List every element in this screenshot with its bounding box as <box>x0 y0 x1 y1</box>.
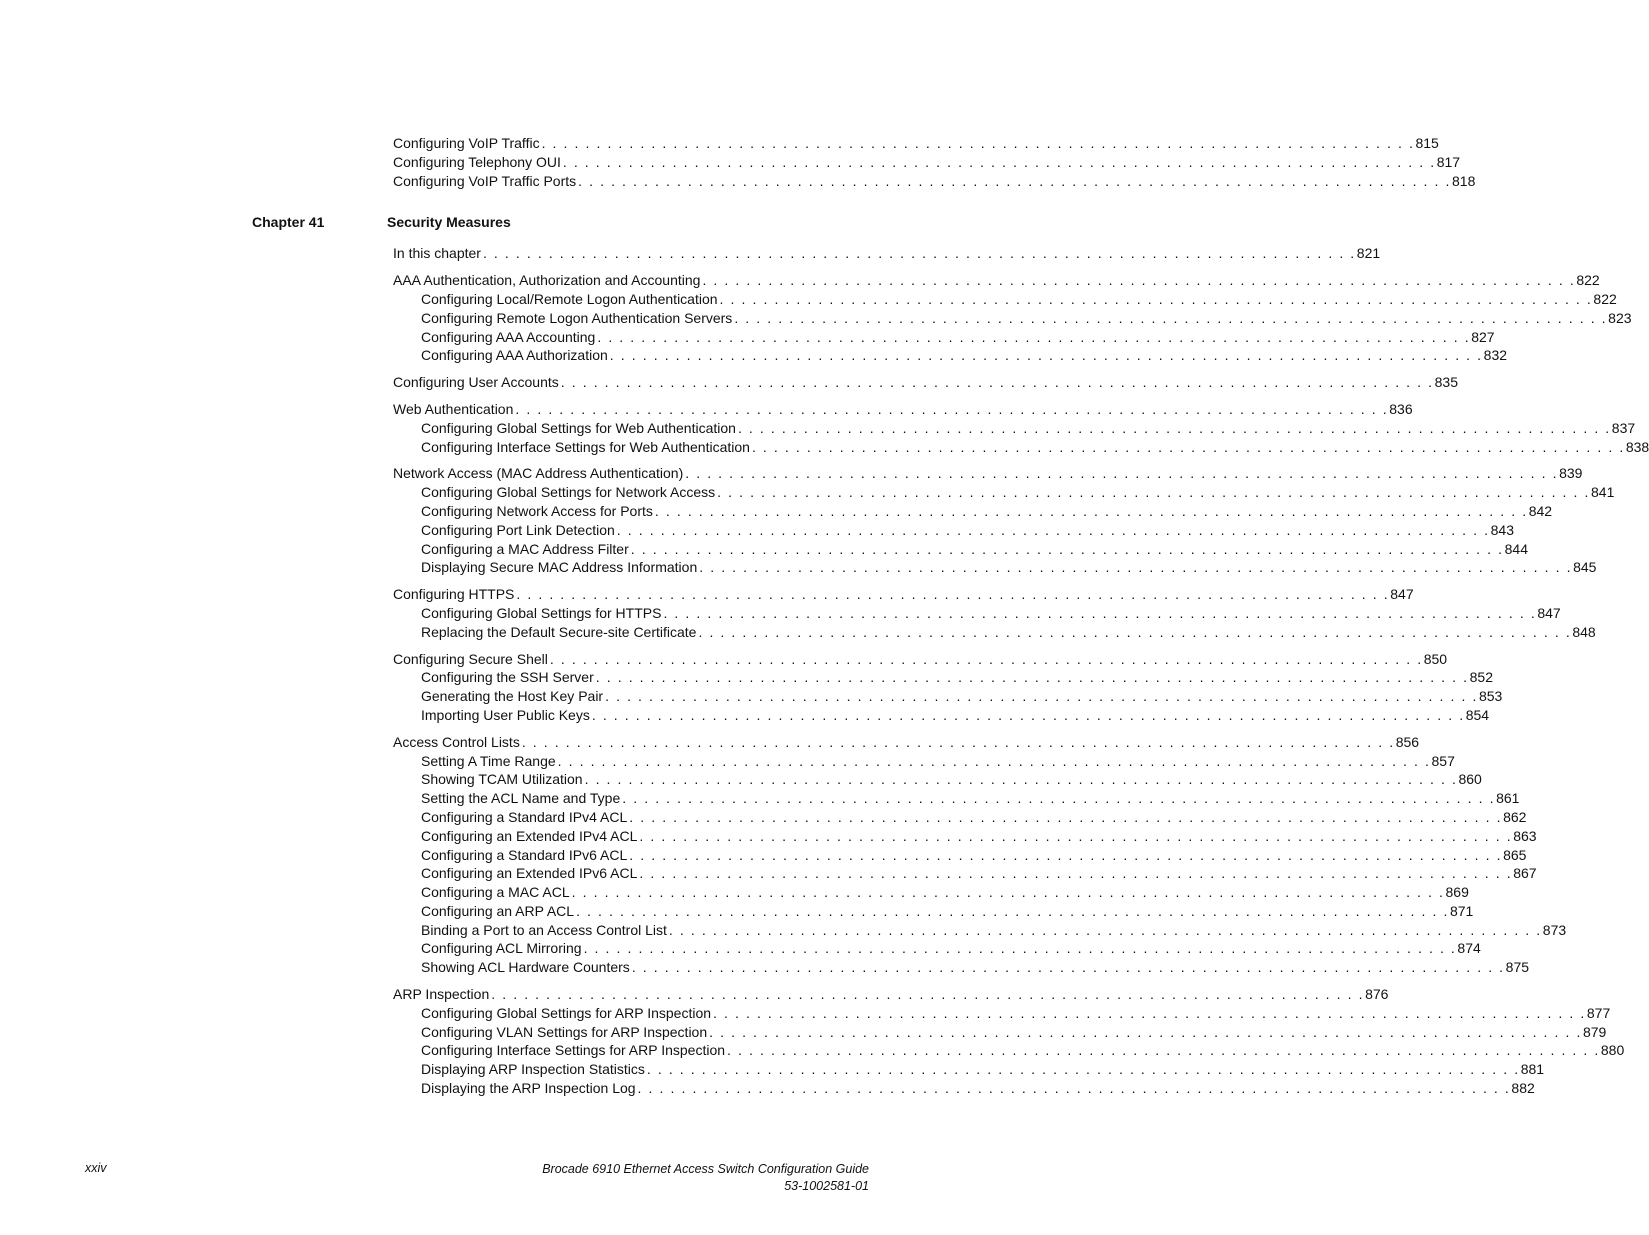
toc-entry-page: 876 <box>1365 986 1389 1003</box>
toc-entry-title: Configuring AAA Accounting <box>421 328 596 345</box>
toc-entry-page: 877 <box>1586 1004 1611 1021</box>
toc-entry[interactable] <box>393 271 1600 290</box>
footer-page-number: xxiv <box>85 1161 107 1175</box>
toc-dot-leader: . . . . . . . . . . . . . . . . . . . . . . . . . . . . . . . . . . . . . . . . . . . . . . . . . . . . . . . . . . . . . . . . . . . . . . . . . . . . . . . . <box>576 902 1449 919</box>
toc-entry[interactable] <box>393 464 1583 483</box>
toc-dot-leader: . . . . . . . . . . . . . . . . . . . . . . . . . . . . . . . . . . . . . . . . . . . . . . . . . . . . . . . . . . . . . . . . . . . . . . . . . . . . . . . . <box>549 650 1423 667</box>
toc-dot-leader: . . . . . . . . . . . . . . . . . . . . . . . . . . . . . . . . . . . . . . . . . . . . . . . . . . . . . . . . . . . . . . . . . . . . . . . . . . . . . . . . <box>491 986 1365 1003</box>
toc-entry-page: 856 <box>1395 733 1420 750</box>
toc-entry-page: 818 <box>1452 172 1476 189</box>
toc-entry-page: 832 <box>1483 347 1508 364</box>
toc-entry-title: Binding a Port to an Access Control List <box>421 921 667 938</box>
toc-dot-leader: . . . . . . . . . . . . . . . . . . . . . . . . . . . . . . . . . . . . . . . . . . . . . . . . . . . . . . . . . . . . . . . . . . . . . . . . . . . . . . . . <box>727 1042 1600 1059</box>
toc-entry-title: Setting A Time Range <box>421 752 556 769</box>
toc-entry-title: Configuring Secure Shell <box>393 650 548 667</box>
toc-entry-title: AAA Authentication, Authorization and Accounting <box>393 272 701 289</box>
toc-entry-title: Web Authentication <box>393 400 514 417</box>
toc-group <box>393 985 1625 1098</box>
toc-entry-page: 844 <box>1504 540 1528 557</box>
toc-entry-title: Generating the Host Key Pair <box>421 688 604 705</box>
footer-guide-title: Brocade 6910 Ethernet Access Switch Configuration Guide <box>542 1162 869 1176</box>
toc-dot-leader: . . . . . . . . . . . . . . . . . . . . . . . . . . . . . . . . . . . . . . . . . . . . . . . . . . . . . . . . . . . . . . . . . . . . . . . . . . . . . . . . <box>591 706 1465 723</box>
toc-subentry[interactable] <box>393 706 1490 725</box>
toc-group <box>393 244 1381 263</box>
toc-entry[interactable] <box>393 733 1420 752</box>
toc-dot-leader: . . . . . . . . . . . . . . . . . . . . . . . . . . . . . . . . . . . . . . . . . . . . . . . . . . . . . . . . . . . . . . . . . . . . . . . . . . . . . . . . <box>654 502 1528 519</box>
toc-entry-title: Access Control Lists <box>393 733 520 750</box>
toc-dot-leader: . . . . . . . . . . . . . . . . . . . . . . . . . . . . . . . . . . . . . . . . . . . . . . . . . . . . . . . . . . . . . . . . . . . . . . . . . . . . . . . . <box>668 921 1542 938</box>
toc-entry-title: Configuring VoIP Traffic <box>393 135 540 151</box>
toc-entry-page: 882 <box>1511 1080 1535 1097</box>
toc-entry-title: Configuring the SSH Server <box>421 669 594 686</box>
toc-entry-title: ARP Inspection <box>393 986 490 1003</box>
toc-entry-title: Setting the ACL Name and Type <box>421 790 621 807</box>
toc-entry-page: 854 <box>1465 706 1490 723</box>
toc-subentry[interactable] <box>393 521 1514 540</box>
toc-entry-page: 865 <box>1503 846 1527 863</box>
toc-dot-leader: . . . . . . . . . . . . . . . . . . . . . . . . . . . . . . . . . . . . . . . . . . . . . . . . . . . . . . . . . . . . . . . . . . . . . . . . . . . . . . . . <box>713 1004 1586 1021</box>
toc-entry-page: 835 <box>1434 374 1458 391</box>
toc-subentry[interactable] <box>393 846 1527 865</box>
toc-subentry[interactable] <box>393 668 1493 687</box>
toc-entry-title: Configuring a Standard IPv4 ACL <box>421 808 628 825</box>
toc-dot-leader: . . . . . . . . . . . . . . . . . . . . . . . . . . . . . . . . . . . . . . . . . . . . . . . . . . . . . . . . . . . . . . . . . . . . . . . . . . . . . . . . <box>734 309 1608 326</box>
toc-dot-leader: . . . . . . . . . . . . . . . . . . . . . . . . . . . . . . . . . . . . . . . . . . . . . . . . . . . . . . . . . . . . . . . . . . . . . . . . . . . . . . . . <box>521 733 1395 750</box>
chapter-title: Security Measures <box>387 214 511 231</box>
toc-entry-page: 848 <box>1572 623 1596 640</box>
toc-subentry[interactable] <box>393 827 1537 846</box>
toc-group-before <box>393 134 1476 190</box>
toc-entry-page: 867 <box>1513 865 1537 882</box>
toc-entry[interactable] <box>393 400 1413 419</box>
toc-entry-title: Configuring AAA Authorization <box>421 347 608 364</box>
toc-entry-title: Configuring Local/Remote Logon Authentication <box>421 290 718 307</box>
toc-subentry[interactable] <box>393 502 1553 521</box>
toc-dot-leader: . . . . . . . . . . . . . . . . . . . . . . . . . . . . . . . . . . . . . . . . . . . . . . . . . . . . . . . . . . . . . . . . . . . . . . . . . . . . . . . . <box>629 846 1503 863</box>
toc-entry-title: Configuring Telephony OUI <box>393 153 561 170</box>
toc-dot-leader: . . . . . . . . . . . . . . . . . . . . . . . . . . . . . . . . . . . . . . . . . . . . . . . . . . . . . . . . . . . . . . . . . . . . . . . . . . . . . . . . <box>717 484 1590 501</box>
toc-entry-title: Configuring Remote Logon Authentication Servers <box>421 309 733 326</box>
toc-subentry[interactable] <box>393 808 1527 827</box>
toc-dot-leader: . . . . . . . . . . . . . . . . . . . . . . . . . . . . . . . . . . . . . . . . . . . . . . . . . . . . . . . . . . . . . . . . . . . . . . . . . . . . . . . . <box>629 808 1503 825</box>
toc-entry-title: Configuring Global Settings for Network Access <box>421 484 716 501</box>
toc-entry-title: Configuring Port Link Detection <box>421 521 615 538</box>
toc-subentry[interactable] <box>393 1004 1611 1023</box>
toc-entry-page: 817 <box>1436 153 1461 170</box>
toc-subentry[interactable] <box>393 623 1596 642</box>
toc-entry-page: 861 <box>1496 790 1520 807</box>
toc-subentry[interactable] <box>393 604 1561 623</box>
toc-entry-title: Configuring an ARP ACL <box>421 902 575 919</box>
chapter-number: Chapter 41 <box>252 214 325 231</box>
toc-dot-leader: . . . . . . . . . . . . . . . . . . . . . . . . . . . . . . . . . . . . . . . . . . . . . . . . . . . . . . . . . . . . . . . . . . . . . . . . . . . . . . . . <box>583 940 1457 957</box>
toc-entry[interactable] <box>393 244 1381 263</box>
toc-entry-title: Configuring an Extended IPv6 ACL <box>421 865 638 882</box>
toc-entry-page: 860 <box>1458 771 1482 788</box>
toc-dot-leader: . . . . . . . . . . . . . . . . . . . . . . . . . . . . . . . . . . . . . . . . . . . . . . . . . . . . . . . . . . . . . . . . . . . . . . . . . . . . . . . . <box>516 586 1390 603</box>
toc-entry-page: 847 <box>1390 586 1414 603</box>
toc-entry-page: 839 <box>1559 465 1583 482</box>
toc-dot-leader: . . . . . . . . . . . . . . . . . . . . . . . . . . . . . . . . . . . . . . . . . . . . . . . . . . . . . . . . . . . . . . . . . . . . . . . . . . . . . . . . <box>646 1061 1520 1078</box>
toc-dot-leader: . . . . . . . . . . . . . . . . . . . . . . . . . . . . . . . . . . . . . . . . . . . . . . . . . . . . . . . . . . . . . . . . . . . . . . . . . . . . . . . . <box>737 419 1611 436</box>
toc-subentry[interactable] <box>393 558 1597 577</box>
toc-entry-page: 869 <box>1445 884 1469 901</box>
toc-entry-title: In this chapter <box>393 245 481 262</box>
toc-entry-title: Configuring an Extended IPv4 ACL <box>421 827 638 844</box>
toc-entry-title: Configuring User Accounts <box>393 374 559 391</box>
toc-entry-title: Configuring ACL Mirroring <box>421 940 582 957</box>
toc-entry-page: 853 <box>1478 688 1503 705</box>
toc-subentry[interactable] <box>393 921 1567 940</box>
toc-entry-page: 845 <box>1573 559 1597 576</box>
toc-entry-title: Configuring a MAC Address Filter <box>421 540 629 557</box>
toc-dot-leader: . . . . . . . . . . . . . . . . . . . . . . . . . . . . . . . . . . . . . . . . . . . . . . . . . . . . . . . . . . . . . . . . . . . . . . . . . . . . . . . . <box>541 135 1415 151</box>
toc-dot-leader: . . . . . . . . . . . . . . . . . . . . . . . . . . . . . . . . . . . . . . . . . . . . . . . . . . . . . . . . . . . . . . . . . . . . . . . . . . . . . . . . <box>698 623 1572 640</box>
toc-group <box>393 271 1632 365</box>
toc-entry-page: 823 <box>1608 309 1632 326</box>
toc-entry[interactable] <box>393 373 1458 392</box>
toc-dot-leader: . . . . . . . . . . . . . . . . . . . . . . . . . . . . . . . . . . . . . . . . . . . . . . . . . . . . . . . . . . . . . . . . . . . . . . . . . . . . . . . . <box>622 790 1496 807</box>
toc-dot-leader: . . . . . . . . . . . . . . . . . . . . . . . . . . . . . . . . . . . . . . . . . . . . . . . . . . . . . . . . . . . . . . . . . . . . . . . . . . . . . . . . <box>571 884 1445 901</box>
toc-dot-leader: . . . . . . . . . . . . . . . . . . . . . . . . . . . . . . . . . . . . . . . . . . . . . . . . . . . . . . . . . . . . . . . . . . . . . . . . . . . . . . . . <box>709 1023 1582 1040</box>
toc-entry-title: Configuring Network Access for Ports <box>421 502 653 519</box>
toc-subentry[interactable] <box>393 419 1636 438</box>
chapter-heading <box>252 212 842 232</box>
toc-entry-page: 836 <box>1389 400 1413 417</box>
toc-dot-leader: . . . . . . . . . . . . . . . . . . . . . . . . . . . . . . . . . . . . . . . . . . . . . . . . . . . . . . . . . . . . . . . . . . . . . . . . . . . . . . . . <box>597 328 1471 345</box>
toc-group <box>393 373 1458 392</box>
toc-subentry[interactable] <box>393 1079 1535 1098</box>
toc-dot-leader: . . . . . . . . . . . . . . . . . . . . . . . . . . . . . . . . . . . . . . . . . . . . . . . . . . . . . . . . . . . . . . . . . . . . . . . . . . . . . . . . <box>595 669 1469 686</box>
toc-entry-page: 875 <box>1505 959 1530 976</box>
toc-dot-leader: . . . . . . . . . . . . . . . . . . . . . . . . . . . . . . . . . . . . . . . . . . . . . . . . . . . . . . . . . . . . . . . . . . . . . . . . . . . . . . . . <box>699 559 1573 576</box>
toc-entry-title: Configuring Global Settings for ARP Inspection <box>421 1004 712 1021</box>
toc-subentry[interactable] <box>393 483 1615 502</box>
toc-dot-leader: . . . . . . . . . . . . . . . . . . . . . . . . . . . . . . . . . . . . . . . . . . . . . . . . . . . . . . . . . . . . . . . . . . . . . . . . . . . . . . . . <box>578 172 1451 189</box>
toc-entry-title: Configuring VLAN Settings for ARP Inspection <box>421 1023 708 1040</box>
toc-entry-page: 879 <box>1582 1023 1607 1040</box>
toc-entry-page: 827 <box>1471 328 1495 345</box>
toc-subentry[interactable] <box>393 1023 1607 1042</box>
toc-dot-leader: . . . . . . . . . . . . . . . . . . . . . . . . . . . . . . . . . . . . . . . . . . . . . . . . . . . . . . . . . . . . . . . . . . . . . . . . . . . . . . . . <box>685 465 1559 482</box>
toc-entry-page: 841 <box>1591 484 1615 501</box>
toc-dot-leader: . . . . . . . . . . . . . . . . . . . . . . . . . . . . . . . . . . . . . . . . . . . . . . . . . . . . . . . . . . . . . . . . . . . . . . . . . . . . . . . . <box>639 827 1513 844</box>
toc-entry[interactable] <box>393 985 1389 1004</box>
toc-subentry[interactable] <box>393 346 1508 365</box>
toc-entry-page: 881 <box>1520 1061 1545 1078</box>
toc-group <box>393 733 1567 977</box>
toc-subentry[interactable] <box>393 309 1632 328</box>
toc-group <box>393 464 1615 577</box>
toc-subentry[interactable] <box>393 1041 1625 1060</box>
toc-entry[interactable] <box>393 172 1476 191</box>
toc-subentry[interactable] <box>393 770 1482 789</box>
toc-subentry[interactable] <box>393 540 1528 559</box>
toc-entry-title: Showing TCAM Utilization <box>421 771 583 788</box>
toc-entry-title: Configuring VoIP Traffic Ports <box>393 172 577 189</box>
toc-entry-title: Replacing the Default Secure-site Certificate <box>421 623 697 640</box>
table-of-contents <box>252 134 1649 1106</box>
toc-entry-page: 843 <box>1490 521 1514 538</box>
toc-entry-page: 838 <box>1625 438 1649 455</box>
toc-dot-leader: . . . . . . . . . . . . . . . . . . . . . . . . . . . . . . . . . . . . . . . . . . . . . . . . . . . . . . . . . . . . . . . . . . . . . . . . . . . . . . . . <box>639 865 1513 882</box>
toc-subentry[interactable] <box>393 939 1481 958</box>
toc-entry-title: Displaying the ARP Inspection Log <box>421 1080 636 1097</box>
toc-subentry[interactable] <box>393 883 1469 902</box>
toc-group <box>393 650 1503 725</box>
toc-dot-leader: . . . . . . . . . . . . . . . . . . . . . . . . . . . . . . . . . . . . . . . . . . . . . . . . . . . . . . . . . . . . . . . . . . . . . . . . . . . . . . . . <box>609 347 1483 364</box>
toc-entry-title: Showing ACL Hardware Counters <box>421 959 630 976</box>
toc-entry[interactable] <box>393 134 1439 153</box>
toc-group <box>393 400 1649 456</box>
toc-entry-title: Configuring a Standard IPv6 ACL <box>421 846 628 863</box>
toc-entry-page: 821 <box>1356 245 1381 262</box>
toc-entry-page: 847 <box>1537 604 1561 621</box>
footer-doc-info <box>542 1161 869 1195</box>
toc-entry-page: 862 <box>1503 808 1527 825</box>
footer-doc-number: 53-1002581-01 <box>784 1179 869 1193</box>
toc-dot-leader: . . . . . . . . . . . . . . . . . . . . . . . . . . . . . . . . . . . . . . . . . . . . . . . . . . . . . . . . . . . . . . . . . . . . . . . . . . . . . . . . <box>630 540 1504 557</box>
toc-entry[interactable] <box>393 585 1414 604</box>
toc-entry[interactable] <box>393 650 1448 669</box>
toc-entry-page: 857 <box>1431 752 1455 769</box>
toc-dot-leader: . . . . . . . . . . . . . . . . . . . . . . . . . . . . . . . . . . . . . . . . . . . . . . . . . . . . . . . . . . . . . . . . . . . . . . . . . . . . . . . . <box>702 272 1576 289</box>
toc-entry-title: Configuring Interface Settings for ARP Inspection <box>421 1042 726 1059</box>
toc-dot-leader: . . . . . . . . . . . . . . . . . . . . . . . . . . . . . . . . . . . . . . . . . . . . . . . . . . . . . . . . . . . . . . . . . . . . . . . . . . . . . . . . <box>557 752 1431 769</box>
toc-entry-title: Displaying Secure MAC Address Information <box>421 559 698 576</box>
toc-subentry[interactable] <box>393 752 1455 771</box>
toc-dot-leader: . . . . . . . . . . . . . . . . . . . . . . . . . . . . . . . . . . . . . . . . . . . . . . . . . . . . . . . . . . . . . . . . . . . . . . . . . . . . . . . . <box>751 438 1625 455</box>
toc-entry-page: 842 <box>1528 502 1553 519</box>
toc-dot-leader: . . . . . . . . . . . . . . . . . . . . . . . . . . . . . . . . . . . . . . . . . . . . . . . . . . . . . . . . . . . . . . . . . . . . . . . . . . . . . . . . <box>616 521 1490 538</box>
toc-subentry[interactable] <box>393 290 1617 309</box>
toc-group <box>393 585 1596 641</box>
toc-dot-leader: . . . . . . . . . . . . . . . . . . . . . . . . . . . . . . . . . . . . . . . . . . . . . . . . . . . . . . . . . . . . . . . . . . . . . . . . . . . . . . . . <box>605 688 1478 705</box>
toc-entry-title: Displaying ARP Inspection Statistics <box>421 1061 645 1078</box>
toc-entry-page: 822 <box>1593 290 1617 307</box>
toc-subentry[interactable] <box>393 687 1503 706</box>
toc-subentry[interactable] <box>393 438 1649 457</box>
toc-entry-page: 837 <box>1611 419 1636 436</box>
toc-entry-title: Importing User Public Keys <box>421 706 590 723</box>
toc-dot-leader: . . . . . . . . . . . . . . . . . . . . . . . . . . . . . . . . . . . . . . . . . . . . . . . . . . . . . . . . . . . . . . . . . . . . . . . . . . . . . . . . <box>515 400 1389 417</box>
toc-entry[interactable] <box>393 153 1461 172</box>
toc-dot-leader: . . . . . . . . . . . . . . . . . . . . . . . . . . . . . . . . . . . . . . . . . . . . . . . . . . . . . . . . . . . . . . . . . . . . . . . . . . . . . . . . <box>663 604 1537 621</box>
toc-entry-page: 815 <box>1415 135 1439 151</box>
toc-entry-page: 873 <box>1542 921 1567 938</box>
toc-subentry[interactable] <box>393 958 1530 977</box>
toc-subentry[interactable] <box>393 328 1495 347</box>
toc-dot-leader: . . . . . . . . . . . . . . . . . . . . . . . . . . . . . . . . . . . . . . . . . . . . . . . . . . . . . . . . . . . . . . . . . . . . . . . . . . . . . . . . <box>482 245 1356 262</box>
toc-entry-page: 880 <box>1600 1042 1625 1059</box>
toc-dot-leader: . . . . . . . . . . . . . . . . . . . . . . . . . . . . . . . . . . . . . . . . . . . . . . . . . . . . . . . . . . . . . . . . . . . . . . . . . . . . . . . . <box>637 1080 1511 1097</box>
toc-entry-page: 863 <box>1513 827 1537 844</box>
toc-subentry[interactable] <box>393 1060 1545 1079</box>
toc-dot-leader: . . . . . . . . . . . . . . . . . . . . . . . . . . . . . . . . . . . . . . . . . . . . . . . . . . . . . . . . . . . . . . . . . . . . . . . . . . . . . . . . <box>631 959 1505 976</box>
toc-subentry[interactable] <box>393 789 1520 808</box>
toc-dot-leader: . . . . . . . . . . . . . . . . . . . . . . . . . . . . . . . . . . . . . . . . . . . . . . . . . . . . . . . . . . . . . . . . . . . . . . . . . . . . . . . . <box>584 771 1458 788</box>
toc-entry-title: Network Access (MAC Address Authentication) <box>393 465 684 482</box>
toc-subentry[interactable] <box>393 902 1474 921</box>
toc-entry-page: 871 <box>1449 902 1474 919</box>
toc-entry-page: 822 <box>1576 272 1600 289</box>
toc-entry-title: Configuring Interface Settings for Web Authentication <box>421 438 750 455</box>
toc-entry-title: Configuring a MAC ACL <box>421 884 570 901</box>
toc-subentry[interactable] <box>393 864 1537 883</box>
toc-entry-page: 852 <box>1469 669 1493 686</box>
toc-groups <box>393 244 1649 1097</box>
toc-entry-page: 874 <box>1457 940 1481 957</box>
toc-entry-title: Configuring Global Settings for Web Authentication <box>421 419 736 436</box>
toc-dot-leader: . . . . . . . . . . . . . . . . . . . . . . . . . . . . . . . . . . . . . . . . . . . . . . . . . . . . . . . . . . . . . . . . . . . . . . . . . . . . . . . . <box>560 374 1434 391</box>
toc-entry-title: Configuring Global Settings for HTTPS <box>421 604 662 621</box>
toc-dot-leader: . . . . . . . . . . . . . . . . . . . . . . . . . . . . . . . . . . . . . . . . . . . . . . . . . . . . . . . . . . . . . . . . . . . . . . . . . . . . . . . . <box>562 153 1436 170</box>
toc-entry-title: Configuring HTTPS <box>393 586 515 603</box>
toc-entry-page: 850 <box>1423 650 1448 667</box>
toc-dot-leader: . . . . . . . . . . . . . . . . . . . . . . . . . . . . . . . . . . . . . . . . . . . . . . . . . . . . . . . . . . . . . . . . . . . . . . . . . . . . . . . . <box>719 290 1593 307</box>
